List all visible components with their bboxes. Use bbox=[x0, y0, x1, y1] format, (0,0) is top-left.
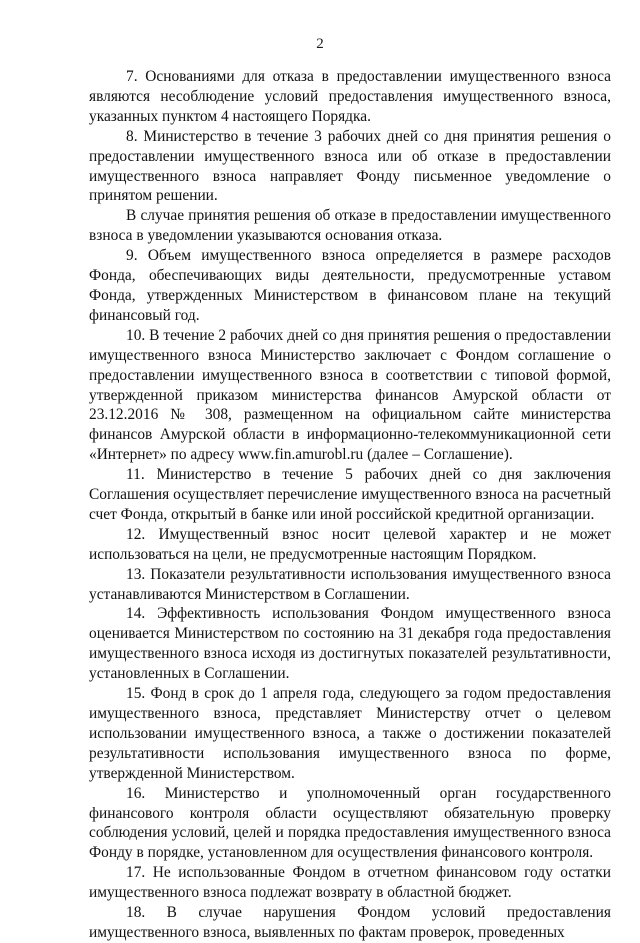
paragraph-14: 14. Эффективность использования Фондом имущественного взноса оценивается Министерством по состоянию на 31 декабря года предоставления имущественного взноса исходя из достигнутых показателей результативности, установленных в Соглашении. bbox=[89, 605, 611, 683]
page-number: 2 bbox=[316, 36, 324, 52]
document-body bbox=[89, 67, 611, 943]
paragraph-11: 11. Министерство в течение 5 рабочих дней со дня заключения Соглашения осуществляет перечисление имущественного взноса на расчетный счет Фонда, открытый в банке или иной российской кредитной организации. bbox=[89, 466, 611, 523]
paragraph-9: 9. Объем имущественного взноса определяется в размере расходов Фонда, обеспечивающих виды деятельности, предусмотренные уставом Фонда, утвержденных Министерством в финансовом плане на текущий финансовый год. bbox=[89, 247, 611, 324]
paragraph-13: 13. Показатели результативности использования имущественного взноса устанавливаются Министерством в Соглашении. bbox=[89, 565, 611, 603]
paragraph-17: 17. Не использованные Фондом в отчетном финансовом году остатки имущественного взноса подлежат возврату в областной бюджет. bbox=[89, 864, 611, 902]
paragraph-8-refusal: В случае принятия решения об отказе в предоставлении имущественного взноса в уведомлении указываются основания отказа. bbox=[89, 207, 611, 245]
paragraph-16: 16. Министерство и уполномоченный орган государственного финансового контроля области осуществляют обязательную проверку соблюдения условий, целей и порядка предоставления имущественного взноса Фонду в порядке, установленном для осуществления финансового контроля. bbox=[89, 784, 611, 862]
paragraph-7: 7. Основаниями для отказа в предоставлении имущественного взноса являются несоблюдение условий предоставления имущественного взноса, указанных пунктом 4 настоящего Порядка. bbox=[89, 68, 611, 125]
paragraph-15: 15. Фонд в срок до 1 апреля года, следующего за годом предоставления имущественного взноса, представляет Министерству отчет о целевом использовании имущественного взноса, а также о достижении показателей результативности использования имущественного взноса по форме, утвержденной Министерством. bbox=[89, 685, 611, 782]
paragraph-10: 10. В течение 2 рабочих дней со дня принятия решения о предоставлении имущественного взноса Министерство заключает с Фондом соглашение о предоставлении имущественного взноса в соответствии с типовой формой, утвержденной приказом министерства финансов Амурской области от 23.12.2016 № 308, размещенном на официальном сайте министерства финансов Амурской области в информационно-телекоммуникационной сети «Интернет» по адресу www.fin.amurobl.ru (далее – Соглашение). bbox=[89, 326, 611, 464]
paragraph-12: 12. Имущественный взнос носит целевой характер и не может использоваться на цели, не предусмотренные настоящим Порядком. bbox=[89, 525, 611, 563]
paragraph-8: 8. Министерство в течение 3 рабочих дней со дня принятия решения о предоставлении имущественного взноса или об отказе в предоставлении имущественного взноса направляет Фонду письменное уведомление о принятом решении. bbox=[89, 127, 611, 205]
paragraph-18: 18. В случае нарушения Фондом условий предоставления имущественного взноса, выявленных по фактам проверок, проведенных bbox=[89, 904, 611, 941]
